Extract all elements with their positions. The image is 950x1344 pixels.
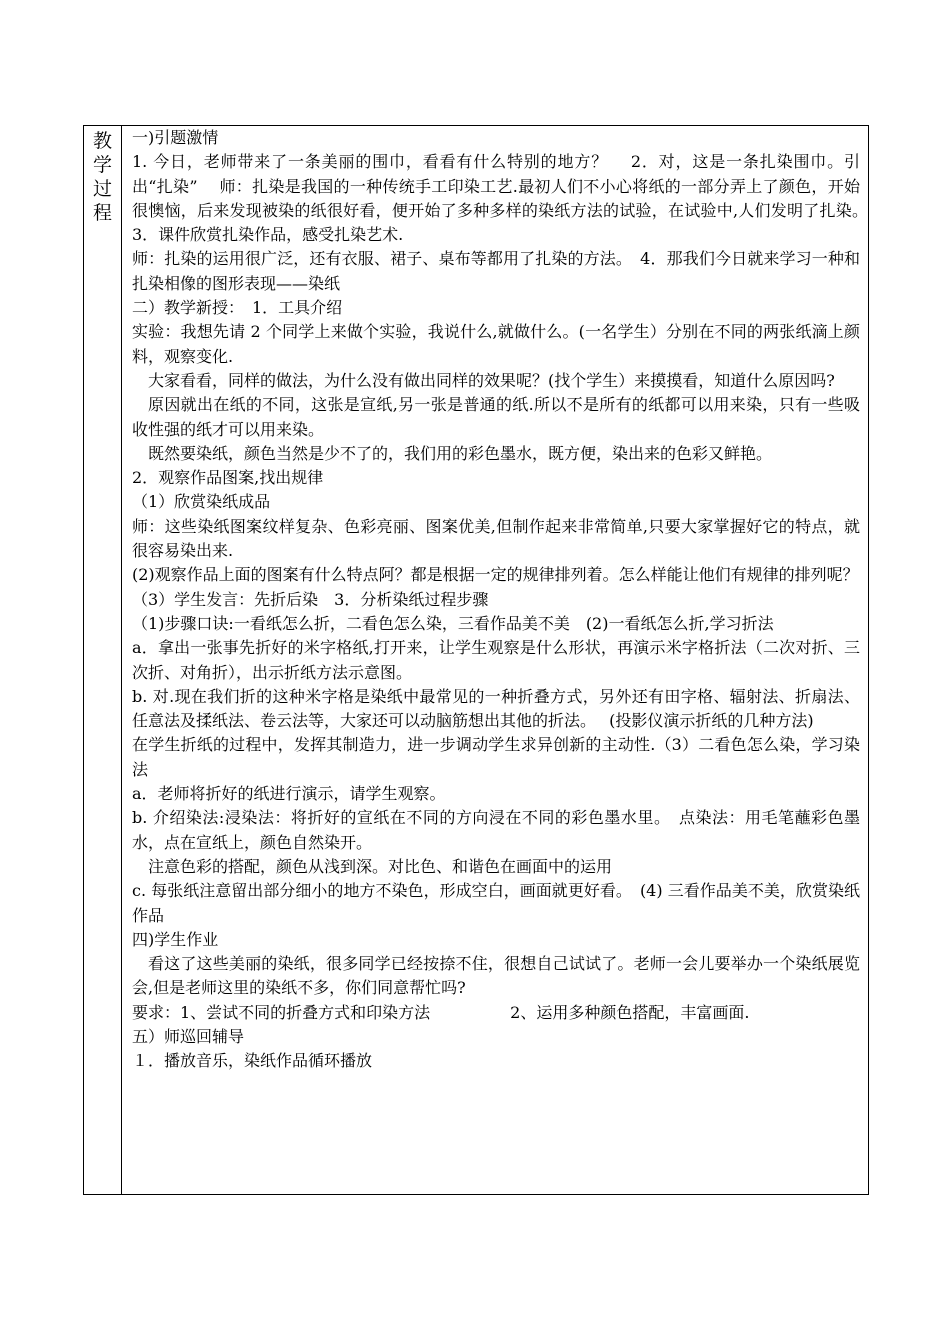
paragraph: （3）学生发言：先折后染 3．分析染纸过程步骤: [132, 589, 489, 609]
paragraph: 实验：我想先请 2 个同学上来做个实验，我说什么,就做什么。(一名学生）分别在不同的两张纸滴上颜料，观察变化.: [132, 322, 860, 366]
paragraph: 师：扎染的运用很广泛，还有衣服、裙子、桌布等都用了扎染的方法。 4．那我们今日就来学习一种和扎染相像的图形表现——染纸: [132, 249, 860, 293]
paragraph: 大家看看，同样的做法，为什么没有做出同样的效果呢？(找个学生）来摸摸看，知道什么原因吗?: [148, 370, 835, 390]
paragraph: (2)观察作品上面的图案有什么特点阿？都是根据一定的规律排列着。怎么样能让他们有规律的排列呢？: [132, 565, 859, 585]
paragraph: 四)学生作业: [132, 929, 219, 949]
paragraph: 既然要染纸，颜色当然是少不了的，我们用的彩色墨水，既方便，染出来的色彩又鲜艳。: [148, 443, 773, 463]
paragraph: 要求：1、尝试不同的折叠方式和印染方法 2、运用多种颜色搭配，丰富画面.: [132, 1002, 750, 1022]
paragraph: 在学生折纸的过程中，发挥其制造力，进一步调动学生求异创新的主动性.（3）二看色怎么染，学习染法: [132, 735, 860, 779]
paragraph: 注意色彩的搭配，颜色从浅到深。对比色、和谐色在画面中的运用: [148, 856, 613, 876]
paragraph: 五）师巡回辅导: [132, 1026, 245, 1046]
paragraph: （1)步骤口诀:一看纸怎么折，二看色怎么染，三看作品美不美 (2)一看纸怎么折,学习折法: [132, 613, 774, 633]
lesson-content-cell: [122, 126, 882, 1194]
paragraph: 看这了这些美丽的染纸，很多同学已经按捺不住，很想自己试试了。老师一会儿要举办一个染纸展览会,但是老师这里的染纸不多，你们同意帮忙吗?: [132, 954, 860, 998]
section-label-char: 学: [92, 154, 112, 176]
paragraph: b. 对.现在我们折的这种米字格是染纸中最常见的一种折叠方式，另外还有田字格、辐射法、折扇法、任意法及揉纸法、卷云法等，大家还可以动脑筋想出其他的折法。 (投影仪演示折纸的几种方法): [132, 686, 860, 731]
section-label-char: 教: [92, 130, 112, 152]
paragraph: 原因就出在纸的不同，这张是宣纸,另一张是普通的纸.所以不是所有的纸都可以用来染，只有一些吸收性强的纸才可以用来染。: [132, 395, 860, 439]
paragraph: a．老师将折好的纸进行演示，请学生观察。: [132, 784, 446, 804]
paragraph: （1）欣赏染纸成品: [132, 492, 271, 512]
paragraph: b. 介绍染法:浸染法：将折好的宣纸在不同的方向浸在不同的彩色墨水里。 点染法：用毛笔蘸彩色墨水，点在宣纸上，颜色自然染开。: [132, 808, 860, 852]
paragraph: 2．观察作品图案,找出规律: [132, 468, 324, 488]
paragraph: 1. 今日，老师带来了一条美丽的围巾，看看有什么特别的地方？ 2．对，这是一条扎染围巾。引出“扎染” 师：扎染是我国的一种传统手工印染工艺.最初人们不小心将纸的一部分弄上了颜色，开始很懊恼，后来发现被染的纸很好看，便开始了多种多样的染纸方法的试验，在试验中,人们发明了扎染。 3．课件欣赏扎染作品，感受扎染艺术.: [132, 152, 882, 245]
paragraph: a．拿出一张事先折好的米字格纸,打开来，让学生观察是什么形状，再演示米字格折法（二次对折、三次折、对角折），出示折纸方法示意图。: [132, 638, 860, 682]
section-label-char: 程: [92, 202, 112, 224]
section-label-cell: [84, 126, 122, 1194]
paragraph: 二）教学新授： 1．工具介绍: [132, 298, 343, 318]
section-label-char: 过: [92, 178, 112, 200]
paragraph: 师：这些染纸图案纹样复杂、色彩亮丽、图案优美,但制作起来非常简单,只要大家掌握好它的特点，就很容易染出来.: [132, 516, 860, 561]
paragraph: c. 每张纸注意留出部分细小的地方不染色，形成空白，画面就更好看。 (4) 三看作品美不美，欣赏染纸作品: [132, 881, 860, 925]
paragraph: １．播放音乐，染纸作品循环播放: [132, 1051, 373, 1071]
lesson-table: [83, 125, 882, 1195]
paragraph: 一)引题激情: [132, 128, 219, 147]
